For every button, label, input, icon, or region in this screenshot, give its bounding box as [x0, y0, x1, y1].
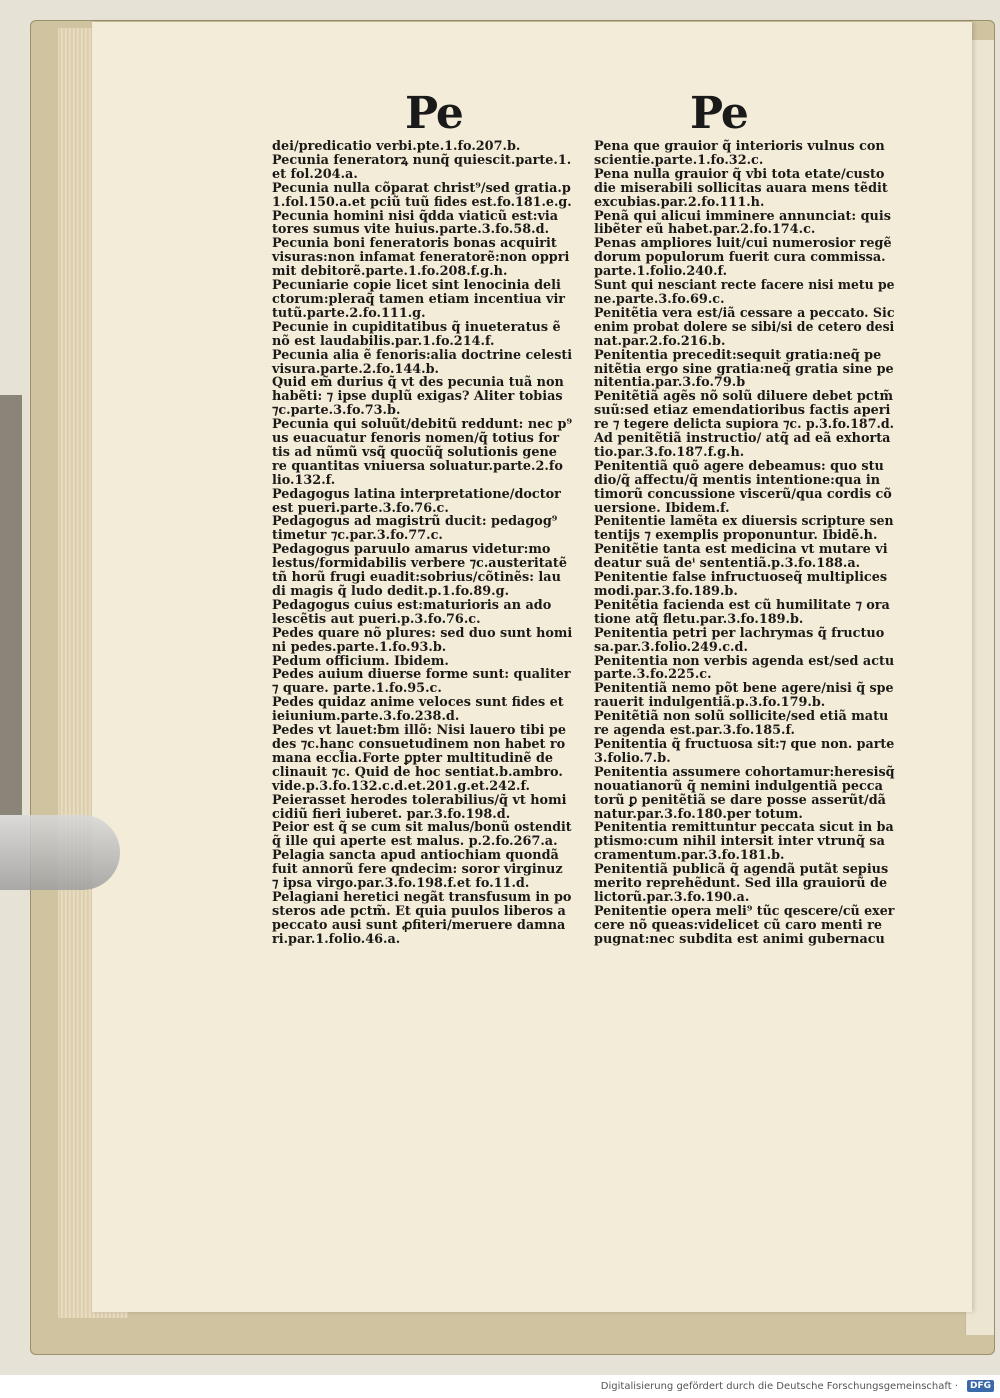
- text-line: cramentum.par.3.fo.181.b.: [594, 848, 785, 864]
- text-line: suũ:sed etiaz emendatioribus factis aperi: [594, 403, 891, 419]
- text-line: parte.3.fo.225.c.: [594, 667, 712, 683]
- text-line: tione atq̃ fletu.par.3.fo.189.b.: [594, 611, 804, 627]
- text-line: Pecunia alia ẽ fenoris:alia doctrine celesti: [272, 347, 573, 363]
- text-line: Pedagogus latina interpretatione/doctor: [272, 486, 561, 502]
- text-line: nitẽtia ergo sine gratia:neq̃ gratia sine pe: [594, 361, 894, 377]
- text-line: tores sumus vite huius.parte.3.fo.58.d.: [272, 222, 550, 238]
- text-line: deatur suã deⁱ sententiã.p.3.fo.188.a.: [594, 556, 861, 572]
- text-line: tñ horũ frugi euadit:sobrius/cõtinẽs: lau: [272, 570, 561, 586]
- text-line: Peierasset herodes tolerabilius/q̃ vt homi: [272, 792, 567, 808]
- text-line: Penitentia precedit:sequit gratia:neq̃ pe: [594, 347, 882, 363]
- text-line: Penitẽtiã non solũ sollicite/sed etiã matu: [594, 709, 889, 725]
- text-line: Penitentia remittuntur peccata sicut in ba: [594, 820, 894, 836]
- text-line: Pecuniarie copie licet sint lenocinia deli: [272, 278, 561, 294]
- text-line: Penitentie lamẽta ex diuersis scripture sen: [594, 514, 894, 530]
- text-line: dio/q̃ affectu/q̃ mentis intentione:qua in: [594, 472, 881, 488]
- text-line: steros ade pctm̃. Et quia puulos liberos a: [272, 903, 566, 919]
- text-line: Pelagiani heretici negãt transfusum in po: [272, 889, 572, 905]
- left-text-column: [272, 140, 572, 947]
- text-line: re quantitas vniuersa soluatur.parte.2.fo: [272, 458, 563, 474]
- text-line: merito reprehẽdunt. Sed illa grauiorũ de: [594, 876, 888, 892]
- text-line: tutũ.parte.2.fo.111.g.: [272, 305, 426, 321]
- text-line: Penitentia q̃ fructuosa sit:⁊ que non. parte: [594, 736, 895, 752]
- text-line: ri.par.1.folio.46.a.: [272, 931, 401, 947]
- text-line: tentijs ⁊ exemplis proponuntur. Ibidẽ.h.: [594, 528, 878, 544]
- text-line: ctorum:pleraq̃ tamen etiam incentiua vir: [272, 291, 566, 307]
- text-line: ni pedes.parte.1.fo.93.b.: [272, 639, 447, 655]
- text-line: di magis q̃ ludo dedit.p.1.fo.89.g.: [272, 584, 510, 599]
- text-line: mit debitorẽ.parte.1.fo.208.f.g.h.: [272, 264, 508, 280]
- text-line: Pecunia qui soluũt/debitũ reddunt: nec p⁹: [272, 417, 573, 433]
- text-line: uersione. Ibidem.f.: [594, 500, 730, 516]
- text-line: lescẽtis aut pueri.p.3.fo.76.c.: [272, 611, 481, 627]
- text-line: des ⁊c.hanc consuetudinem non habet ro: [272, 736, 566, 752]
- text-line: Pedes quare nõ plures: sed duo sunt homi: [272, 625, 573, 641]
- text-line: Pelagia sancta apud antiochiam quondã: [272, 848, 559, 864]
- text-line: cere nõ queas:videlicet cũ caro menti re: [594, 917, 883, 933]
- text-line: Pedagogus cuius est:maturioris an ado: [272, 597, 552, 613]
- text-line: visura.parte.2.fo.144.b.: [272, 361, 439, 377]
- text-line: Pedes auium diuerse forme sunt: qualiter: [272, 667, 571, 683]
- text-line: Penitẽtia vera est/iã cessare a peccato. Sic: [594, 305, 895, 321]
- footer-credit: Digitalisierung gefördert durch die Deutsche Forschungsgemeinschaft ·: [600, 1381, 958, 1392]
- text-line: lictorũ.par.3.fo.190.a.: [594, 889, 750, 905]
- text-line: Pedum officium. Ibidem.: [272, 653, 449, 669]
- text-line: Pecunia homini nisi q̃dda viaticũ est:via: [272, 208, 559, 224]
- text-line: ne.parte.3.fo.69.c.: [594, 291, 725, 307]
- text-line: nat.par.2.fo.216.b.: [594, 333, 726, 349]
- text-line: natur.par.3.fo.180.per totum.: [594, 806, 803, 822]
- text-line: enim probat dolere se sibi/si de cetero desi: [594, 319, 895, 335]
- text-line: est pueri.parte.3.fo.76.c.: [272, 500, 449, 516]
- text-line: Penitentie opera meli⁹ tũc qescere/cũ exer: [594, 903, 895, 919]
- text-line: ptismo:cum nihil intersit inter vtrunq̃ sa: [594, 834, 885, 850]
- text-line: Penitẽtiã agẽs nõ solũ diluere debet pctm̃: [594, 389, 894, 405]
- text-line: Sunt qui nesciant recte facere nisi metu pe: [594, 278, 895, 294]
- text-line: Penitentiã quõ agere debeamus: quo stu: [594, 458, 884, 474]
- text-line: timorũ concussione viscerũ/qua cordis cõ: [594, 486, 892, 502]
- text-line: q̃ ille qui aperte est malus. p.2.fo.267.a.: [272, 834, 558, 850]
- footer-bar: [0, 1375, 1000, 1398]
- text-line: dei/predicatio verbi.pte.1.fo.207.b.: [272, 139, 521, 154]
- text-line: Peior est q̃ se cum sit malus/bonũ ostendit: [272, 820, 572, 836]
- text-line: Penitentie false infructuoseq̃ multiplices: [594, 570, 888, 586]
- text-line: ieiunium.parte.3.fo.238.d.: [272, 709, 460, 725]
- text-line: torũ ꝑ penitẽtiã se dare posse asserũt/dã: [594, 792, 886, 808]
- text-line: 1.fol.150.a.et pciũ tuũ fides est.fo.181.e.g.: [272, 194, 572, 210]
- text-line: Pecunia feneratorꝝ nunq̃ quiescit.parte.1.: [272, 152, 572, 168]
- text-line: tio.par.3.fo.187.f.g.h.: [594, 444, 745, 460]
- text-line: rauerit indulgentiã.p.3.fo.179.b.: [594, 695, 826, 711]
- text-line: Penas ampliores luit/cui numerosior regẽ: [594, 236, 892, 252]
- text-line: peccato ausi sunt ꝓfiteri/meruere damna: [272, 917, 566, 933]
- text-line: Pena que grauior q̃ interioris vulnus con: [594, 139, 885, 154]
- text-line: Pecunia nulla cõparat christ⁹/sed gratia.p: [272, 180, 571, 196]
- text-line: Ad penitẽtiã instructio/ atq̃ ad eã exhorta: [594, 431, 891, 447]
- text-line: visuras:non infamat feneratorẽ:non oppri: [272, 250, 570, 266]
- text-line: mana eccl̃ia.Forte ꝑpter multitudinẽ de: [272, 750, 554, 766]
- text-line: timetur ⁊c.par.3.fo.77.c.: [272, 528, 443, 544]
- text-line: Penitentia assumere cohortamur:heresisq̃: [594, 764, 895, 780]
- text-line: nouatianorũ q̃ nemini indulgentiã pecca: [594, 778, 883, 794]
- text-line: parte.1.folio.240.f.: [594, 264, 728, 280]
- text-line: modi.par.3.fo.189.b.: [594, 584, 738, 599]
- page-clamp: [0, 815, 120, 890]
- text-line: ⁊ quare. parte.1.fo.95.c.: [272, 681, 442, 697]
- text-line: re ⁊ tegere delicta supiora ⁊c. p.3.fo.187.d.: [594, 417, 895, 433]
- book-strap: [0, 395, 22, 815]
- text-line: tis ad nũmũ vsq̃ quocũq̃ solutionis gene: [272, 444, 557, 460]
- text-line: pugnat:nec subdita est animi gubernacu: [594, 931, 885, 947]
- text-line: excubias.par.2.fo.111.h.: [594, 194, 765, 210]
- text-line: Pedes vt lauet:ƀm illõ: Nisi lauero tibi pe: [272, 723, 566, 739]
- text-line: Penitentiã publicã q̃ agendã putãt sepius: [594, 862, 889, 878]
- text-line: Pecunia boni feneratoris bonas acquirit: [272, 236, 557, 252]
- text-line: scientie.parte.1.fo.32.c.: [594, 152, 764, 168]
- text-line: fuit annorũ fere qndecim: soror virginuz: [272, 862, 563, 878]
- text-line: Pedagogus ad magistrũ ducit: pedagog⁹: [272, 514, 558, 530]
- text-line: sa.par.3.folio.249.c.d.: [594, 639, 748, 655]
- text-line: Penitentiã nemo põt bene agere/nisi q̃ spe: [594, 681, 894, 697]
- text-line: nitentia.par.3.fo.79.b: [594, 375, 746, 391]
- text-line: Pena nulla grauior q̃ vbi tota etate/custo: [594, 166, 885, 182]
- text-line: Penã qui alicui imminere annunciat: quis: [594, 208, 891, 224]
- text-line: die miserabili sollicitas auara mens tẽdit: [594, 180, 888, 196]
- dfg-logo: DFG: [967, 1380, 994, 1392]
- text-line: nõ est laudabilis.par.1.fo.214.f.: [272, 333, 495, 349]
- text-line: Pedes quidaz anime veloces sunt fides et: [272, 695, 564, 711]
- text-line: Pedagogus paruulo amarus videtur:mo: [272, 542, 551, 558]
- text-line: habẽti: ⁊ ipse duplũ exigas? Aliter tobias: [272, 389, 563, 405]
- text-line: libẽter eũ habet.par.2.fo.174.c.: [594, 222, 816, 238]
- text-line: Pecunie in cupiditatibus q̃ inueteratus ẽ: [272, 319, 561, 335]
- text-line: Penitentia petri per lachrymas q̃ fructuo: [594, 625, 885, 641]
- text-line: et fol.204.a.: [272, 166, 358, 182]
- text-line: Penitentia non verbis agenda est/sed actu: [594, 653, 895, 669]
- text-line: ⁊ ipsa virgo.par.3.fo.198.f.et fo.11.d.: [272, 876, 530, 892]
- text-line: lio.132.f.: [272, 472, 336, 488]
- text-line: ⁊c.parte.3.fo.73.b.: [272, 403, 401, 419]
- text-line: us euacuatur fenoris nomen/q̃ totius for: [272, 431, 560, 447]
- text-line: Quid em̃ durius q̃ vt des pecunia tuã non: [272, 375, 564, 391]
- text-line: cidiũ fieri iuberet. par.3.fo.198.d.: [272, 806, 511, 822]
- running-head-left: Pe: [405, 88, 463, 139]
- text-line: 3.folio.7.b.: [594, 750, 671, 766]
- text-line: vide.p.3.fo.132.c.d.et.201.g.et.242.f.: [272, 778, 530, 794]
- text-line: re agenda est.par.3.fo.185.f.: [594, 723, 795, 739]
- text-line: Penitẽtia facienda est cũ humilitate ⁊ ora: [594, 597, 890, 613]
- right-text-column: [594, 140, 894, 947]
- text-line: lestus/formidabilis verbere ⁊c.austeritatẽ: [272, 556, 567, 572]
- running-head-right: Pe: [690, 88, 748, 139]
- text-line: dorum populorum fuerit cura commissa.: [594, 250, 886, 266]
- text-line: Penitẽtie tanta est medicina vt mutare vi: [594, 542, 888, 558]
- text-line: clinauit ⁊c. Quid de hoc sentiat.b.ambro.: [272, 764, 563, 780]
